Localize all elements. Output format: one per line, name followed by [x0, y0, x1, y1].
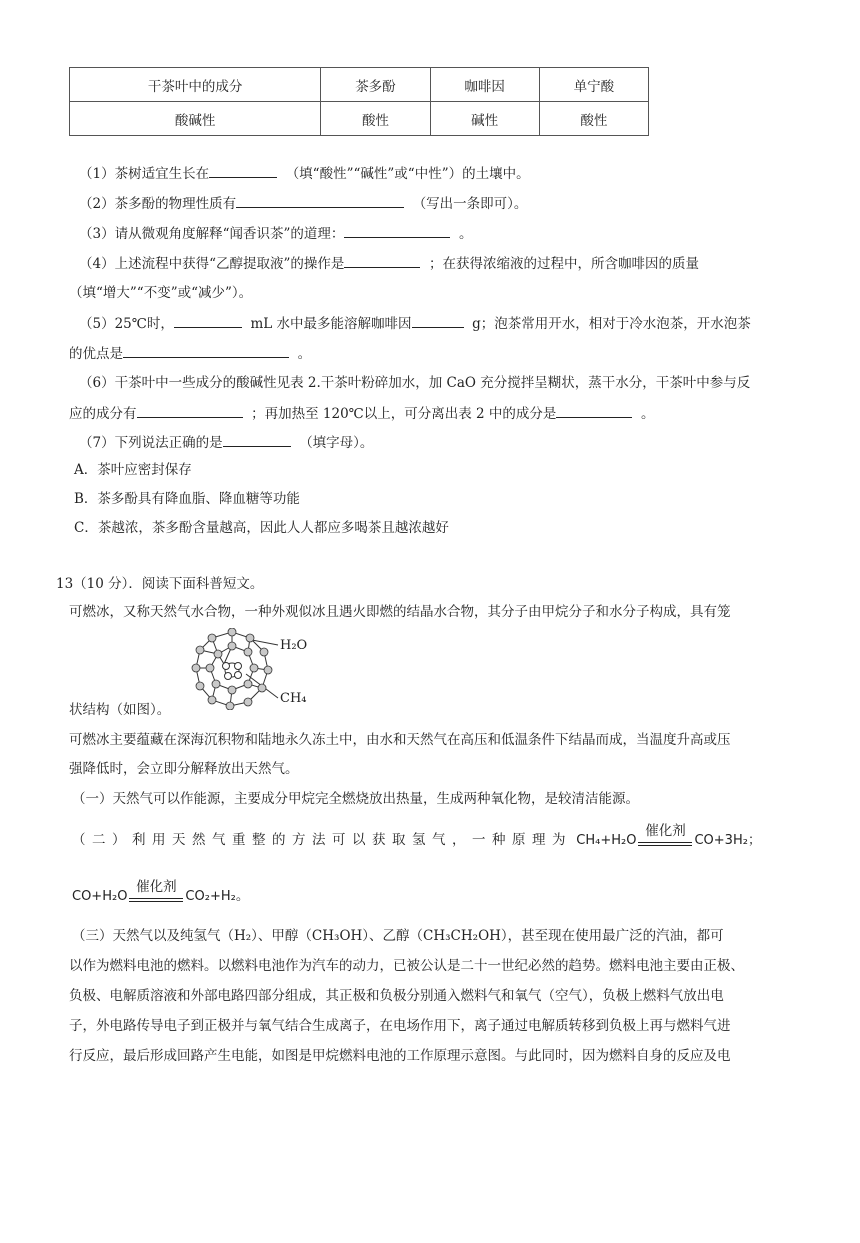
answer-blank[interactable] [123, 343, 289, 358]
table-header-cell: 茶多酚 [321, 68, 430, 102]
q13-paragraph-5: 子，外电路传导电子到正极并与氧气结合生成离子，在电场作用下，离子通过电解质转移到负极上再与燃料气进 [69, 1018, 731, 1034]
table-cell: 酸性 [539, 102, 648, 136]
acid-base-table [69, 67, 649, 136]
q13-paragraph-1: 可燃冰，又称天然气水合物，一种外观似冰且遇火即燃的结晶水合物，其分子由甲烷分子和水分子构成，具有笼 [69, 604, 731, 620]
option-b[interactable]: B．茶多酚具有降血脂、降血糖等功能 [74, 491, 300, 507]
reaction-arrow [127, 879, 185, 907]
punctuation: 。 [235, 888, 250, 904]
question-text: （填“增大”“不变”或“减少”）。 [69, 285, 253, 301]
clathrate-cage-diagram [190, 628, 320, 710]
reaction-arrow [636, 823, 694, 851]
equation-2 [72, 879, 250, 907]
answer-blank[interactable] [556, 403, 632, 418]
answer-blank[interactable] [223, 432, 291, 447]
question-5-cont [69, 343, 311, 364]
question-text: （6）干茶叶中一些成分的酸碱性见表 2.干茶叶粉碎加水，加 CaO 充分搅拌呈糊状，蒸干水分，干茶叶中参与反 [79, 375, 751, 391]
table-cell: 碱性 [430, 102, 539, 136]
paragraph-text: （二）利用天然气重整的方法可以获取氢气，一种原理为 [72, 832, 572, 848]
answer-blank[interactable] [174, 313, 242, 328]
question-text: 的优点是 [69, 346, 123, 362]
question-text: （4）上述流程中获得“乙醇提取液”的操作是 [79, 256, 345, 272]
question-text: （填字母）。 [299, 435, 374, 451]
q13-heading: 13（10 分）．阅读下面科普短文。 [56, 576, 264, 592]
question-3 [79, 223, 473, 244]
question-text: mL 水中最多能溶解咖啡因 [250, 316, 412, 332]
equation-products: CO+3H₂ [694, 833, 748, 848]
table-cell: 酸碱性 [70, 102, 321, 136]
answer-blank[interactable] [236, 193, 404, 208]
question-text: g；泡茶常用开水，相对于冷水泡茶，开水泡茶 [472, 316, 751, 332]
question-7 [79, 432, 373, 453]
catalyst-label: 催化剂 [645, 823, 686, 839]
question-text: （5）25℃时， [79, 316, 174, 332]
answer-blank[interactable] [412, 313, 464, 328]
option-c[interactable]: C．茶越浓，茶多酚含量越高，因此人人都应多喝茶且越浓越好 [74, 520, 449, 536]
question-2 [79, 193, 527, 214]
q13-paragraph-5: 行反应，最后形成回路产生电能，如图是甲烷燃料电池的工作原理示意图。与此同时，因为燃料自身的反应及电 [69, 1048, 731, 1064]
table-cell: 酸性 [321, 102, 430, 136]
question-text: 应的成分有 [69, 406, 137, 422]
h2o-label: H₂O [280, 638, 308, 653]
equation-reactants: CH₄+H₂O [576, 833, 637, 848]
catalyst-label: 催化剂 [136, 879, 177, 895]
question-text: 。 [641, 406, 655, 422]
methane-molecule [223, 663, 242, 680]
question-5 [79, 313, 751, 334]
question-text: 。 [459, 226, 473, 242]
question-4-cont [69, 283, 252, 303]
question-text: （2）茶多酚的物理性质有 [79, 196, 237, 212]
q13-paragraph-5: 以作为燃料电池的燃料。以燃料电池作为汽车的动力，已被公认是二十一世纪必然的趋势。燃料电池主要由正极、 [69, 958, 744, 974]
question-text: （填“酸性”“碱性”或“中性”）的土壤中。 [285, 166, 530, 182]
table-row [70, 102, 649, 136]
punctuation: ； [747, 833, 761, 848]
question-text: 。 [297, 346, 312, 362]
equation-products: CO₂+H₂ [185, 889, 236, 904]
q13-paragraph-4 [72, 823, 761, 851]
q13-paragraph-3: （一）天然气可以作能源，主要成分甲烷完全燃烧放出热量，生成两种氧化物，是较清洁能源。 [72, 791, 639, 807]
table-header-cell: 咖啡因 [430, 68, 539, 102]
ch4-label: CH₄ [280, 691, 307, 706]
question-1 [79, 163, 530, 184]
question-text: （写出一条即可）。 [412, 196, 528, 212]
answer-blank[interactable] [209, 163, 277, 178]
table-header-cell: 干茶叶中的成分 [70, 68, 321, 102]
q13-paragraph-2: 可燃冰主要蕴藏在深海沉积物和陆地永久冻土中，由水和天然气在高压和低温条件下结晶而成，当温度升高或压 [69, 732, 731, 748]
table-header-row [70, 68, 649, 102]
question-4 [79, 253, 699, 274]
question-6-cont [69, 403, 655, 424]
option-a[interactable]: A．茶叶应密封保存 [74, 462, 192, 478]
table-header-cell: 单宁酸 [539, 68, 648, 102]
answer-blank[interactable] [344, 223, 450, 238]
answer-blank[interactable] [344, 253, 420, 268]
question-text: （3）请从微观角度解释“闻香识茶”的道理： [79, 226, 345, 242]
q13-paragraph-1-end: 状结构（如图）。 [69, 702, 171, 718]
question-6 [79, 373, 750, 393]
answer-blank[interactable] [137, 403, 243, 418]
question-text: ；再加热至 120℃以上，可分离出表 2 中的成分是 [251, 406, 557, 422]
q13-paragraph-2: 强降低时，会立即分解释放出天然气。 [69, 761, 299, 777]
question-text: （1）茶树适宜生长在 [79, 166, 210, 182]
question-text: ；在获得浓缩液的过程中，所含咖啡因的质量 [429, 256, 699, 272]
question-text: （7）下列说法正确的是 [79, 435, 223, 451]
q13-paragraph-5: （三）天然气以及纯氢气（H₂）、甲醇（CH₃OH）、乙醇（CH₃CH₂OH），甚至现在使用最广泛的汽油，都可 [72, 928, 724, 944]
equation-1 [576, 823, 761, 848]
q13-paragraph-5: 负极、电解质溶液和外部电路四部分组成，其正极和负极分别通入燃料气和氧气（空气），负极上燃料气放出电 [69, 988, 724, 1004]
equation-reactants: CO+H₂O [72, 889, 128, 904]
